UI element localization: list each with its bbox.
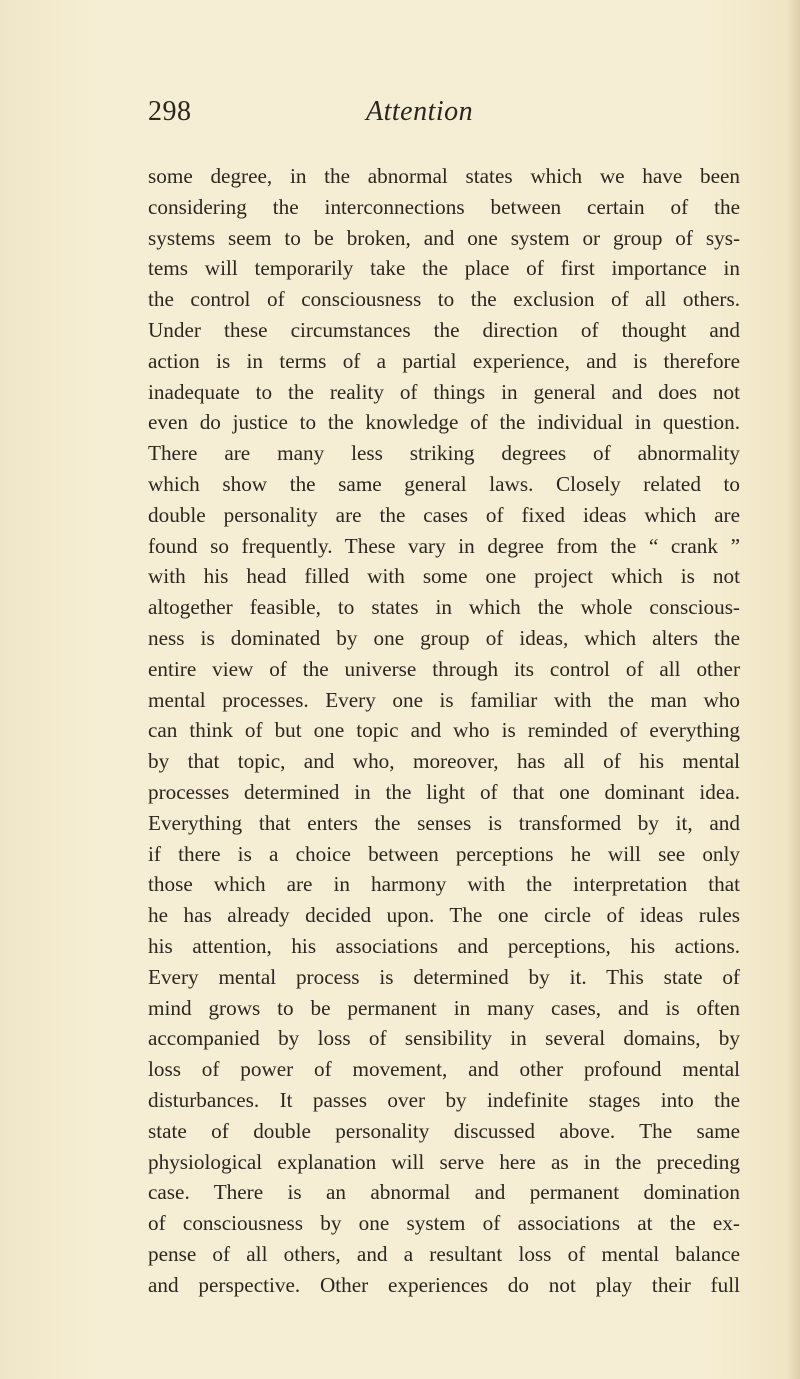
text-line: pense of all others, and a resultant loss of mental balance (148, 1241, 740, 1266)
text-line: of consciousness by one system of associations at the ex- (148, 1211, 740, 1236)
text-line: which show the same general laws. Closely related to (148, 471, 740, 496)
text-line: mental processes. Every one is familiar with the man who (148, 687, 740, 712)
text-line: Under these circumstances the direction of thought and (148, 317, 740, 342)
text-line: double personality are the cases of fixed ideas which are (148, 502, 740, 527)
text-line: found so frequently. These vary in degree from the “ crank ” (148, 533, 740, 558)
text-line: tems will temporarily take the place of first importance in (148, 256, 740, 281)
text-line: and perspective. Other experiences do not play their full (148, 1272, 740, 1297)
running-title: Attention (366, 96, 474, 127)
text-line: some degree, in the abnormal states which we have been (148, 164, 740, 188)
text-line: considering the interconnections between certain of the (148, 194, 740, 219)
text-line: ness is dominated by one group of ideas, which alters the (148, 625, 740, 650)
text-line: by that topic, and who, moreover, has all of his mental (148, 749, 740, 774)
text-line: systems seem to be broken, and one system or group of sys- (148, 225, 740, 250)
text-line: the control of consciousness to the exclusion of all others. (148, 287, 740, 312)
text-line: entire view of the universe through its control of all other (148, 656, 740, 681)
text-line: altogether feasible, to states in which the whole conscious- (148, 595, 740, 620)
text-line: if there is a choice between perceptions he will see only (148, 841, 740, 866)
text-line: inadequate to the reality of things in general and does not (148, 379, 740, 404)
text-line: physiological explanation will serve here as in the preceding (148, 1149, 740, 1174)
page-edge-shadow (786, 0, 800, 1379)
text-line: case. There is an abnormal and permanent domination (148, 1180, 740, 1205)
text-line: Everything that enters the senses is transformed by it, and (148, 810, 740, 835)
text-line: those which are in harmony with the interpretation that (148, 872, 740, 897)
text-line: loss of power of movement, and other profound mental (148, 1057, 740, 1082)
text-line: with his head filled with some one project which is not (148, 564, 740, 589)
running-head (0, 96, 800, 136)
text-line: can think of but one topic and who is reminded of everything (148, 718, 740, 743)
text-line: accompanied by loss of sensibility in several domains, by (148, 1026, 740, 1051)
body-paragraph (148, 161, 740, 1300)
text-line: state of double personality discussed above. The same (148, 1118, 740, 1143)
text-line: mind grows to be permanent in many cases, and is often (148, 995, 740, 1020)
text-line: There are many less striking degrees of abnormality (148, 441, 740, 466)
text-line: action is in terms of a partial experience, and is therefore (148, 348, 740, 373)
text-line: he has already decided upon. The one circle of ideas rules (148, 903, 740, 928)
text-line: processes determined in the light of that one dominant idea. (148, 779, 740, 804)
text-line: Every mental process is determined by it. This state of (148, 964, 740, 989)
text-line: even do justice to the knowledge of the individual in question. (148, 410, 740, 435)
page-number: 298 (148, 96, 192, 127)
text-line: disturbances. It passes over by indefinite stages into the (148, 1087, 740, 1112)
text-line: his attention, his associations and perceptions, his actions. (148, 933, 740, 958)
